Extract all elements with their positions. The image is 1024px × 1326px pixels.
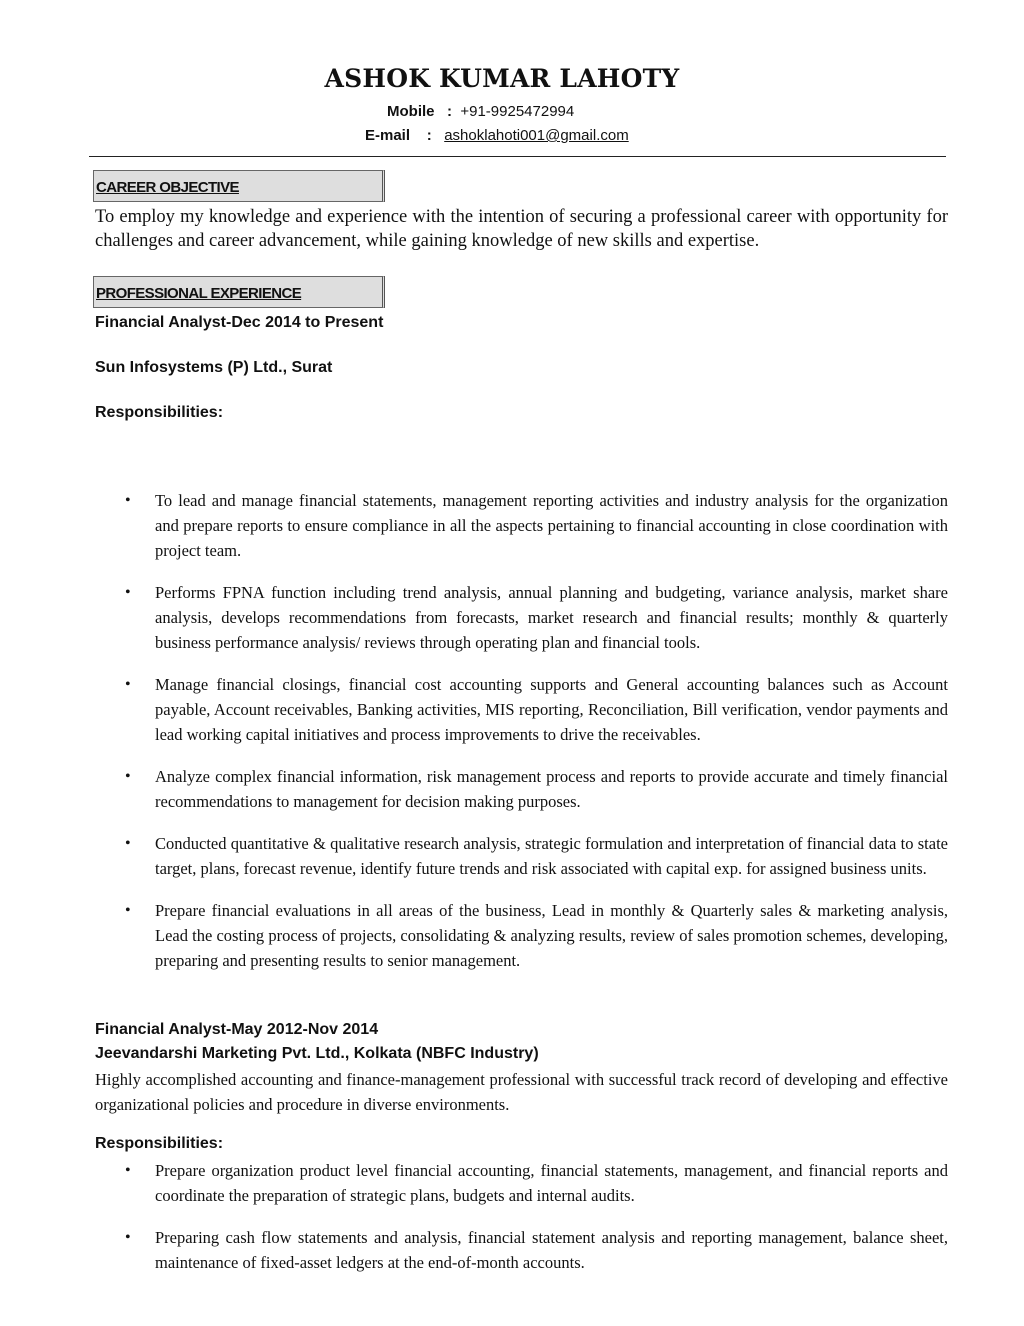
list-item: • Manage financial closings, financial cost accounting supports and General accounting balances such as Account payable, Account receivables, Banking activities, MIS reporting, Reconciliation, Bill verification, vendor payments and lead working capital initiatives and process improvements to drive the receivables. (155, 672, 948, 747)
mobile-value: +91-9925472994 (460, 103, 575, 120)
list-item: • To lead and manage financial statements, management reporting activities and industry analysis for the organization and prepare reports to ensure compliance in all the aspects pertaining to financial accounting in close coordination with project team. (155, 488, 948, 563)
professional-experience-heading: PROFESSIONAL EXPERIENCE (93, 276, 385, 308)
job2-company: Jeevandarshi Marketing Pvt. Ltd., Kolkata (NBFC Industry) (95, 1045, 539, 1062)
email-separator: : (426, 127, 432, 144)
list-item: • Prepare organization product level financial accounting, financial statements, management, and financial reports and coordinate the preparation of strategic plans, budgets and internal audits. (155, 1158, 948, 1208)
job2-responsibilities-list (0, 1158, 948, 1292)
list-item: • Conducted quantitative & qualitative research analysis, strategic formulation and interpretation of financial data to state target, plans, forecast revenue, identify future trends and risk associated with capital exp. for assigned business units. (155, 831, 948, 881)
job1-responsibilities-label: Responsibilities: (95, 404, 224, 421)
job1-company: Sun Infosystems (P) Ltd., Surat (95, 359, 333, 376)
job2-responsibilities-label: Responsibilities: (95, 1135, 224, 1152)
list-item: • Prepare financial evaluations in all areas of the business, Lead in monthly & Quarterly sales & marketing analysis, Lead the costing process of projects, consolidating & analyzing results, review of sales promotion schemes, developing, preparing and presenting results to senior management. (155, 898, 948, 973)
job1-responsibilities-list (0, 488, 948, 990)
header-divider (89, 156, 946, 157)
email-line (365, 127, 629, 144)
career-objective-text: To employ my knowledge and experience with the intention of securing a professional career with opportunity for challenges and career advancement, while gaining knowledge of new skills and expertise. (95, 207, 948, 251)
mobile-label: Mobile (387, 103, 435, 120)
mobile-separator: : (447, 103, 453, 120)
list-item: • Performs FPNA function including trend analysis, annual planning and budgeting, variance analysis, market share analysis, develops recommendations from forecasts, market research and financial results; monthly & quarterly business performance analysis/ reviews through operating plan and financial tools. (155, 580, 948, 655)
email-label: E-mail (365, 127, 411, 144)
job2-title: Financial Analyst-May 2012-Nov 2014 (95, 1021, 379, 1038)
list-item: • Preparing cash flow statements and analysis, financial statement analysis and reporting management, balance sheet, maintenance of fixed-asset ledgers at the end-of-month accounts. (155, 1225, 948, 1275)
mobile-line (387, 103, 574, 120)
job2-summary: Highly accomplished accounting and finance-management professional with successful track record of developing and effective organizational policies and procedure in diverse environments. (95, 1070, 948, 1114)
list-item: • Analyze complex financial information, risk management process and reports to provide accurate and timely financial recommendations to management for decision making purposes. (155, 764, 948, 814)
job1-title: Financial Analyst-Dec 2014 to Present (95, 314, 384, 331)
career-objective-heading: CAREER OBJECTIVE (93, 170, 385, 202)
email-link[interactable]: ashoklahoti001@gmail.com (444, 127, 629, 144)
candidate-name: ASHOK KUMAR LAHOTY (324, 64, 680, 93)
